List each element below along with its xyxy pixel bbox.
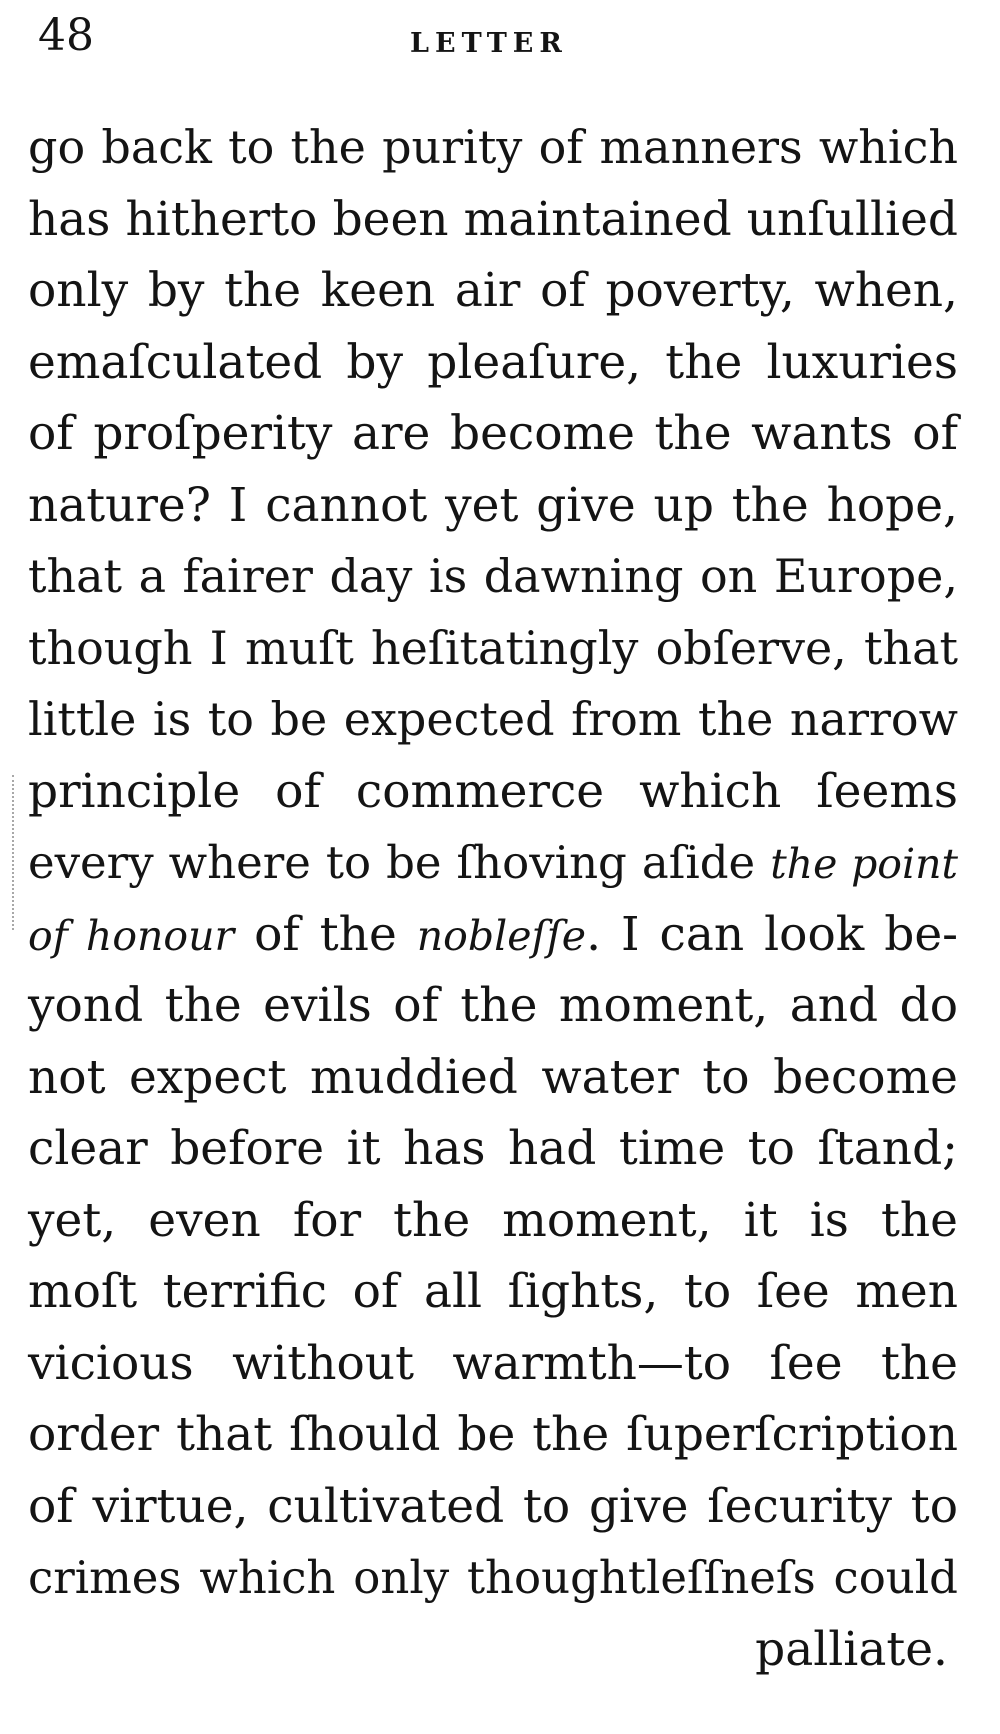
margin-mark xyxy=(12,775,14,930)
text-line: every where to be ſhoving aſide the point xyxy=(28,836,958,889)
text-line: principle of commerce which ſeems xyxy=(28,763,958,819)
text-line: go back to the purity of manners which xyxy=(28,120,958,174)
text-line: nature? I cannot yet give up the hope, xyxy=(28,477,958,533)
text-line: of virtue, cultivated to give ſecurity to xyxy=(28,1478,958,1534)
body-text xyxy=(28,112,958,1685)
text-line: moſt terrific of all ſights, to ſee men xyxy=(28,1264,958,1319)
text-line: yond the evils of the moment, and do xyxy=(28,978,958,1033)
italic-phrase: the point xyxy=(770,840,958,888)
text-line-last: palliate. xyxy=(755,1621,948,1677)
italic-phrase: nobleſſe xyxy=(416,911,587,960)
text-line: not expect muddied water to become xyxy=(28,1049,958,1105)
text-line: emaſculated by pleaſure, the luxuries xyxy=(28,334,958,390)
running-title: LETTER xyxy=(410,28,568,59)
text-line: that a fairer day is dawning on Europe, xyxy=(28,549,958,603)
text-line: crimes which only thoughtleſſneſs could xyxy=(28,1551,958,1604)
text-line: little is to be expected from the narrow xyxy=(28,692,958,746)
text-line: order that ſhould be the ſuperſcription xyxy=(28,1407,958,1462)
text-line: vicious without warmth—to ſee the xyxy=(28,1335,958,1391)
text-line: of honour of the nobleſſe. I can look be- xyxy=(28,906,959,962)
italic-phrase: of honour xyxy=(28,911,235,960)
text-line: though I muſt heſitatingly obſerve, that xyxy=(28,620,958,675)
page-number: 48 xyxy=(38,10,94,61)
text-line: of proſperity are become the wants of xyxy=(28,406,958,461)
text-line: has hitherto been maintained unſullied xyxy=(28,191,958,247)
text-line: yet, even for the moment, it is the xyxy=(28,1192,958,1248)
text-line: only by the keen air of poverty, when, xyxy=(28,263,958,318)
text-line: clear before it has had time to ſtand; xyxy=(28,1121,958,1176)
